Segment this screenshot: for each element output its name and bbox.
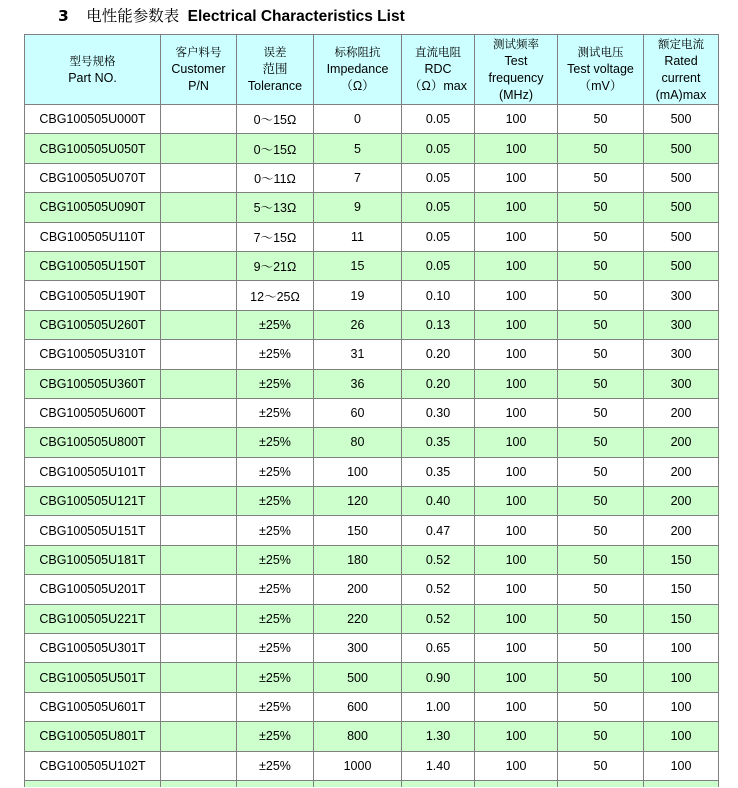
cell-test-voltage: 50 [558, 722, 644, 751]
table-row [25, 604, 719, 633]
cell-tolerance: ±25% [237, 310, 314, 339]
table-row [25, 428, 719, 457]
column-header-line: Test [504, 53, 528, 68]
table-row [25, 369, 719, 398]
cell-test-frequency: 100 [475, 751, 558, 780]
electrical-characteristics-table [24, 34, 719, 787]
table-row [25, 634, 719, 663]
cell-test-voltage: 50 [558, 163, 644, 192]
section-title-en: Electrical Characteristics List [187, 8, 405, 25]
cell-test-voltage: 50 [558, 369, 644, 398]
cell-customer-pn [161, 575, 237, 604]
table-row [25, 398, 719, 427]
section-title-cn: 电性能参数表 [86, 7, 180, 25]
cell-tolerance: 0～11Ω [237, 163, 314, 192]
cell-cutoff [25, 780, 161, 787]
cell-rated-current: 300 [644, 281, 719, 310]
table-row-cutoff [25, 780, 719, 787]
cell-cutoff [475, 780, 558, 787]
cell-test-frequency: 100 [475, 604, 558, 633]
cell-impedance: 1000 [314, 751, 402, 780]
cell-part-no: CBG100505U221T [25, 604, 161, 633]
cell-tolerance: ±25% [237, 663, 314, 692]
column-header-line: 范围 [262, 62, 288, 76]
cell-rdc: 0.05 [402, 193, 475, 222]
cell-impedance: 80 [314, 428, 402, 457]
cell-customer-pn [161, 340, 237, 369]
cell-rdc: 1.40 [402, 751, 475, 780]
cell-cutoff [161, 780, 237, 787]
cell-part-no: CBG100505U102T [25, 751, 161, 780]
cell-rated-current: 200 [644, 516, 719, 545]
column-header-impedance [314, 35, 402, 105]
cell-rated-current: 100 [644, 722, 719, 751]
cell-impedance: 11 [314, 222, 402, 251]
cell-test-voltage: 50 [558, 428, 644, 457]
column-header-line: Impedance [326, 62, 389, 76]
column-header-cn: 型号规格 [69, 53, 116, 68]
column-header-cn: 测试频率 [493, 36, 539, 51]
table-header-row [25, 35, 719, 105]
cell-test-voltage: 50 [558, 193, 644, 222]
cell-rated-current: 500 [644, 134, 719, 163]
cell-customer-pn [161, 487, 237, 516]
cell-test-frequency: 100 [475, 193, 558, 222]
cell-rated-current: 200 [644, 487, 719, 516]
cell-test-frequency: 100 [475, 457, 558, 486]
cell-part-no: CBG100505U150T [25, 251, 161, 280]
cell-customer-pn [161, 251, 237, 280]
cell-part-no: CBG100505U310T [25, 340, 161, 369]
cell-impedance: 0 [314, 105, 402, 134]
cell-tolerance: ±25% [237, 428, 314, 457]
cell-test-voltage: 50 [558, 340, 644, 369]
column-header-cn: 直流电阻 [415, 45, 461, 59]
column-header-line: (MHz) [498, 87, 533, 102]
cell-rated-current: 500 [644, 105, 719, 134]
cell-test-voltage: 50 [558, 575, 644, 604]
cell-rated-current: 500 [644, 251, 719, 280]
cell-part-no: CBG100505U121T [25, 487, 161, 516]
table-row [25, 222, 719, 251]
table-row [25, 281, 719, 310]
column-header-rated-current [644, 35, 719, 105]
cell-test-frequency: 100 [475, 105, 558, 134]
cell-test-voltage: 50 [558, 105, 644, 134]
column-header-test-voltage [558, 35, 644, 105]
cell-rated-current: 300 [644, 310, 719, 339]
table-row [25, 340, 719, 369]
cell-test-frequency: 100 [475, 222, 558, 251]
cell-rdc: 0.30 [402, 398, 475, 427]
cell-rated-current: 500 [644, 222, 719, 251]
cell-part-no: CBG100505U190T [25, 281, 161, 310]
table-row [25, 487, 719, 516]
cell-test-frequency: 100 [475, 340, 558, 369]
column-header-rdc [402, 35, 475, 105]
cell-rated-current: 500 [644, 193, 719, 222]
cell-test-frequency: 100 [475, 281, 558, 310]
cell-tolerance: ±25% [237, 516, 314, 545]
cell-test-frequency: 100 [475, 369, 558, 398]
cell-cutoff [314, 780, 402, 787]
cell-impedance: 19 [314, 281, 402, 310]
cell-impedance: 100 [314, 457, 402, 486]
table-row [25, 575, 719, 604]
cell-test-frequency: 100 [475, 251, 558, 280]
cell-test-voltage: 50 [558, 545, 644, 574]
cell-rdc: 0.35 [402, 428, 475, 457]
cell-rated-current: 500 [644, 163, 719, 192]
cell-rated-current: 300 [644, 369, 719, 398]
cell-rdc: 0.40 [402, 487, 475, 516]
cell-part-no: CBG100505U151T [25, 516, 161, 545]
cell-customer-pn [161, 428, 237, 457]
cell-part-no: CBG100505U090T [25, 193, 161, 222]
cell-impedance: 300 [314, 634, 402, 663]
cell-customer-pn [161, 604, 237, 633]
cell-rdc: 0.05 [402, 222, 475, 251]
cell-customer-pn [161, 545, 237, 574]
cell-part-no: CBG100505U101T [25, 457, 161, 486]
cell-customer-pn [161, 310, 237, 339]
column-header-line: (mA)max [655, 87, 707, 102]
section-heading [58, 4, 405, 28]
column-header-line: current [661, 70, 701, 85]
cell-customer-pn [161, 398, 237, 427]
cell-customer-pn [161, 663, 237, 692]
cell-impedance: 220 [314, 604, 402, 633]
cell-rated-current: 150 [644, 604, 719, 633]
cell-part-no: CBG100505U360T [25, 369, 161, 398]
table-row [25, 105, 719, 134]
cell-rdc: 0.05 [402, 105, 475, 134]
cell-customer-pn [161, 516, 237, 545]
cell-tolerance: ±25% [237, 634, 314, 663]
column-header-line: （mV） [578, 79, 623, 93]
cell-customer-pn [161, 281, 237, 310]
cell-test-voltage: 50 [558, 398, 644, 427]
cell-test-voltage: 50 [558, 281, 644, 310]
cell-impedance: 26 [314, 310, 402, 339]
cell-tolerance: 12～25Ω [237, 281, 314, 310]
cell-test-voltage: 50 [558, 310, 644, 339]
cell-rated-current: 150 [644, 545, 719, 574]
column-header-line: Tolerance [247, 79, 303, 93]
cell-test-frequency: 100 [475, 487, 558, 516]
cell-cutoff [644, 780, 719, 787]
cell-rdc: 0.13 [402, 310, 475, 339]
column-header-cn: 额定电流 [658, 36, 704, 51]
cell-customer-pn [161, 692, 237, 721]
column-header-customer-pn [161, 35, 237, 105]
cell-rdc: 0.05 [402, 134, 475, 163]
column-header-line: （Ω）max [409, 79, 467, 93]
cell-rated-current: 100 [644, 663, 719, 692]
cell-tolerance: 9～21Ω [237, 251, 314, 280]
cell-part-no: CBG100505U260T [25, 310, 161, 339]
column-header-line: frequency [488, 70, 544, 85]
column-header-line: P/N [188, 79, 209, 93]
cell-tolerance: ±25% [237, 751, 314, 780]
table-row [25, 163, 719, 192]
cell-impedance: 500 [314, 663, 402, 692]
cell-impedance: 15 [314, 251, 402, 280]
cell-test-frequency: 100 [475, 134, 558, 163]
cell-customer-pn [161, 105, 237, 134]
cell-cutoff [558, 780, 644, 787]
cell-customer-pn [161, 457, 237, 486]
cell-tolerance: 0～15Ω [237, 105, 314, 134]
cell-tolerance: ±25% [237, 692, 314, 721]
cell-rdc: 0.20 [402, 369, 475, 398]
cell-part-no: CBG100505U600T [25, 398, 161, 427]
cell-part-no: CBG100505U501T [25, 663, 161, 692]
cell-rdc: 0.65 [402, 634, 475, 663]
cell-test-frequency: 100 [475, 575, 558, 604]
cell-test-voltage: 50 [558, 663, 644, 692]
cell-rdc: 0.20 [402, 340, 475, 369]
cell-test-frequency: 100 [475, 634, 558, 663]
cell-tolerance: 0～15Ω [237, 134, 314, 163]
cell-test-frequency: 100 [475, 545, 558, 574]
cell-rdc: 0.05 [402, 163, 475, 192]
column-header-line: RDC [424, 62, 452, 76]
cell-customer-pn [161, 134, 237, 163]
table-row [25, 457, 719, 486]
cell-impedance: 600 [314, 692, 402, 721]
cell-tolerance: 5～13Ω [237, 193, 314, 222]
cell-impedance: 60 [314, 398, 402, 427]
cell-tolerance: ±25% [237, 487, 314, 516]
cell-customer-pn [161, 193, 237, 222]
cell-test-voltage: 50 [558, 751, 644, 780]
column-header-line: Rated [664, 53, 698, 68]
cell-customer-pn [161, 369, 237, 398]
table-row [25, 663, 719, 692]
table-row [25, 310, 719, 339]
column-header-line: Test voltage [567, 62, 634, 76]
cell-rdc: 0.47 [402, 516, 475, 545]
cell-impedance: 800 [314, 722, 402, 751]
cell-impedance: 31 [314, 340, 402, 369]
cell-tolerance: ±25% [237, 575, 314, 604]
cell-rated-current: 100 [644, 692, 719, 721]
column-header-cn: 客户料号 [175, 45, 222, 59]
cell-part-no: CBG100505U070T [25, 163, 161, 192]
cell-rated-current: 100 [644, 634, 719, 663]
cell-impedance: 120 [314, 487, 402, 516]
column-header-line: Part NO. [68, 70, 117, 85]
column-header-line: （Ω） [340, 79, 375, 93]
column-header-line: Customer [171, 62, 226, 76]
column-header-tolerance [237, 35, 314, 105]
cell-test-voltage: 50 [558, 134, 644, 163]
column-header-cn: 标称阻抗 [334, 45, 381, 59]
cell-test-voltage: 50 [558, 251, 644, 280]
cell-customer-pn [161, 634, 237, 663]
table-row [25, 251, 719, 280]
column-header-cn: 测试电压 [577, 45, 624, 59]
cell-test-voltage: 50 [558, 692, 644, 721]
cell-part-no: CBG100505U050T [25, 134, 161, 163]
cell-test-voltage: 50 [558, 457, 644, 486]
cell-tolerance: ±25% [237, 369, 314, 398]
cell-impedance: 200 [314, 575, 402, 604]
cell-impedance: 9 [314, 193, 402, 222]
cell-impedance: 5 [314, 134, 402, 163]
cell-tolerance: ±25% [237, 604, 314, 633]
cell-rdc: 1.30 [402, 722, 475, 751]
cell-tolerance: ±25% [237, 545, 314, 574]
cell-cutoff [237, 780, 314, 787]
cell-test-frequency: 100 [475, 692, 558, 721]
table-body [25, 105, 719, 787]
cell-rdc: 0.52 [402, 575, 475, 604]
table-row [25, 692, 719, 721]
cell-rdc: 0.35 [402, 457, 475, 486]
cell-rated-current: 200 [644, 457, 719, 486]
column-header-cn: 误差 [263, 45, 287, 59]
cell-tolerance: ±25% [237, 398, 314, 427]
cell-customer-pn [161, 722, 237, 751]
table-row [25, 516, 719, 545]
cell-part-no: CBG100505U181T [25, 545, 161, 574]
cell-part-no: CBG100505U801T [25, 722, 161, 751]
cell-rdc: 1.00 [402, 692, 475, 721]
table-row [25, 722, 719, 751]
cell-test-frequency: 100 [475, 163, 558, 192]
table-row [25, 751, 719, 780]
cell-test-frequency: 100 [475, 516, 558, 545]
cell-part-no: CBG100505U000T [25, 105, 161, 134]
cell-rated-current: 300 [644, 340, 719, 369]
cell-part-no: CBG100505U301T [25, 634, 161, 663]
cell-rated-current: 100 [644, 751, 719, 780]
table-row [25, 134, 719, 163]
cell-test-voltage: 50 [558, 487, 644, 516]
column-header-test-frequency [475, 35, 558, 105]
cell-test-frequency: 100 [475, 663, 558, 692]
cell-cutoff [402, 780, 475, 787]
cell-test-frequency: 100 [475, 398, 558, 427]
cell-tolerance: ±25% [237, 722, 314, 751]
table-row [25, 193, 719, 222]
cell-test-frequency: 100 [475, 428, 558, 457]
cell-rated-current: 150 [644, 575, 719, 604]
cell-impedance: 150 [314, 516, 402, 545]
section-number: 3 [58, 7, 69, 25]
cell-rated-current: 200 [644, 398, 719, 427]
cell-rdc: 0.52 [402, 545, 475, 574]
cell-rdc: 0.05 [402, 251, 475, 280]
cell-customer-pn [161, 222, 237, 251]
cell-tolerance: 7～15Ω [237, 222, 314, 251]
cell-test-voltage: 50 [558, 634, 644, 663]
cell-impedance: 36 [314, 369, 402, 398]
cell-rated-current: 200 [644, 428, 719, 457]
cell-tolerance: ±25% [237, 457, 314, 486]
cell-part-no: CBG100505U800T [25, 428, 161, 457]
cell-customer-pn [161, 163, 237, 192]
cell-part-no: CBG100505U110T [25, 222, 161, 251]
cell-test-voltage: 50 [558, 222, 644, 251]
cell-rdc: 0.10 [402, 281, 475, 310]
cell-test-voltage: 50 [558, 516, 644, 545]
cell-test-frequency: 100 [475, 310, 558, 339]
cell-tolerance: ±25% [237, 340, 314, 369]
cell-test-voltage: 50 [558, 604, 644, 633]
cell-rdc: 0.52 [402, 604, 475, 633]
cell-test-frequency: 100 [475, 722, 558, 751]
cell-impedance: 180 [314, 545, 402, 574]
cell-rdc: 0.90 [402, 663, 475, 692]
cell-part-no: CBG100505U201T [25, 575, 161, 604]
table-row [25, 545, 719, 574]
column-header-part-no [25, 35, 161, 105]
cell-impedance: 7 [314, 163, 402, 192]
cell-part-no: CBG100505U601T [25, 692, 161, 721]
cell-customer-pn [161, 751, 237, 780]
